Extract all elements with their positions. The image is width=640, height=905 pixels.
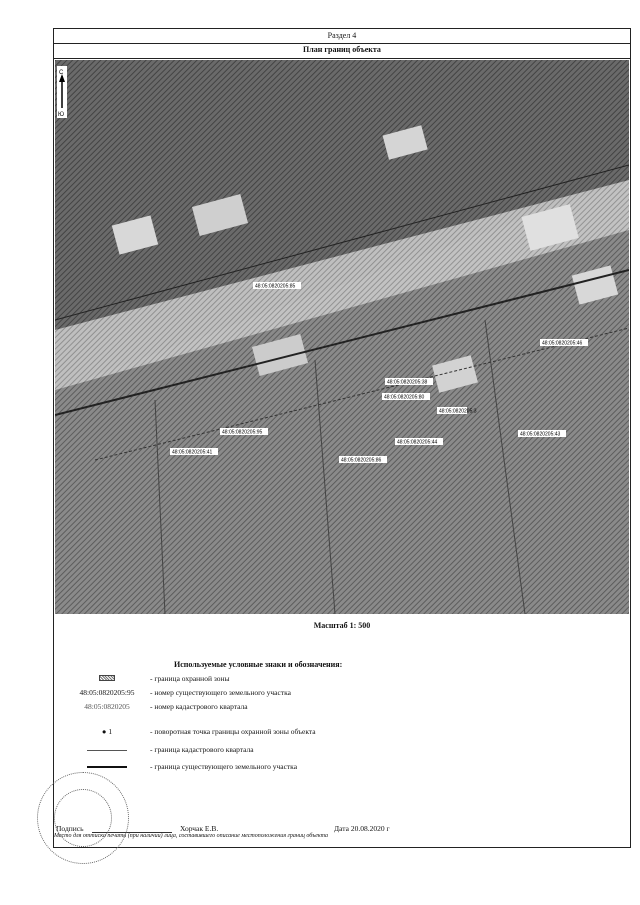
legend-symbol: ● 1 <box>101 727 113 736</box>
map-label: 48:05:0820205:41 <box>172 449 213 456</box>
signature-date: Дата 20.08.2020 г <box>334 824 390 833</box>
map-label: 48:05:0820205:85 <box>255 283 296 290</box>
map-label: 48:05:0820205:3 <box>439 408 477 415</box>
legend-text: - граница существующего земельного участка <box>150 762 298 771</box>
parcel-boundary-line-icon <box>62 762 152 771</box>
legend-row <box>54 762 630 776</box>
signature-label: Подпись <box>56 824 84 833</box>
map-label: 48:05:0820205:43 <box>520 431 561 438</box>
document-frame <box>53 28 631 848</box>
legend-row <box>54 702 630 716</box>
legend-title: Используемые условные знаки и обозначения: <box>174 660 343 669</box>
page-title: План границ объекта <box>54 43 630 59</box>
legend-symbol: 48:05:0820205 <box>84 702 130 711</box>
legend-text: - граница кадастрового квартала <box>150 745 254 754</box>
aerial-map <box>55 60 629 614</box>
signer-name: Хорчак Е.В. <box>180 824 219 833</box>
map-label: 48:05:0820205:44 <box>397 439 438 446</box>
legend-row <box>54 674 630 688</box>
legend-text: - номер существующего земельного участка <box>150 688 291 697</box>
legend-text: - поворотная точка границы охранной зоны объекта <box>150 727 316 736</box>
compass-north: С <box>59 70 64 76</box>
quarter-boundary-line-icon <box>62 745 152 754</box>
map-label: 48:05:0820205:80 <box>384 394 425 401</box>
compass-south: Ю <box>58 112 65 118</box>
legend-row <box>54 688 630 702</box>
north-arrow-icon <box>57 66 67 118</box>
protection-zone-symbol-icon <box>62 674 152 683</box>
seal-stamp-icon <box>37 772 129 864</box>
map-scale: Масштаб 1: 500 <box>313 621 371 630</box>
map-label: 48:05:0820205:86 <box>341 457 382 464</box>
legend-text: - граница охранной зоны <box>150 674 230 683</box>
legend-symbol: 48:05:0820205:95 <box>79 688 135 697</box>
legend-row <box>54 745 630 759</box>
legend-row <box>54 727 630 741</box>
map-label: 48:05:0820205:95 <box>222 429 263 436</box>
map-label: 48:05:0820205:46 <box>542 340 583 347</box>
section-header: Раздел 4 <box>54 29 630 44</box>
map-label: 48:05:0820205:38 <box>387 379 428 386</box>
legend-text: - номер кадастрового квартала <box>150 702 248 711</box>
stamp-note: Место для оттиска печати (при наличии) лица, составившего описание местоположения границ объекта <box>54 833 329 839</box>
